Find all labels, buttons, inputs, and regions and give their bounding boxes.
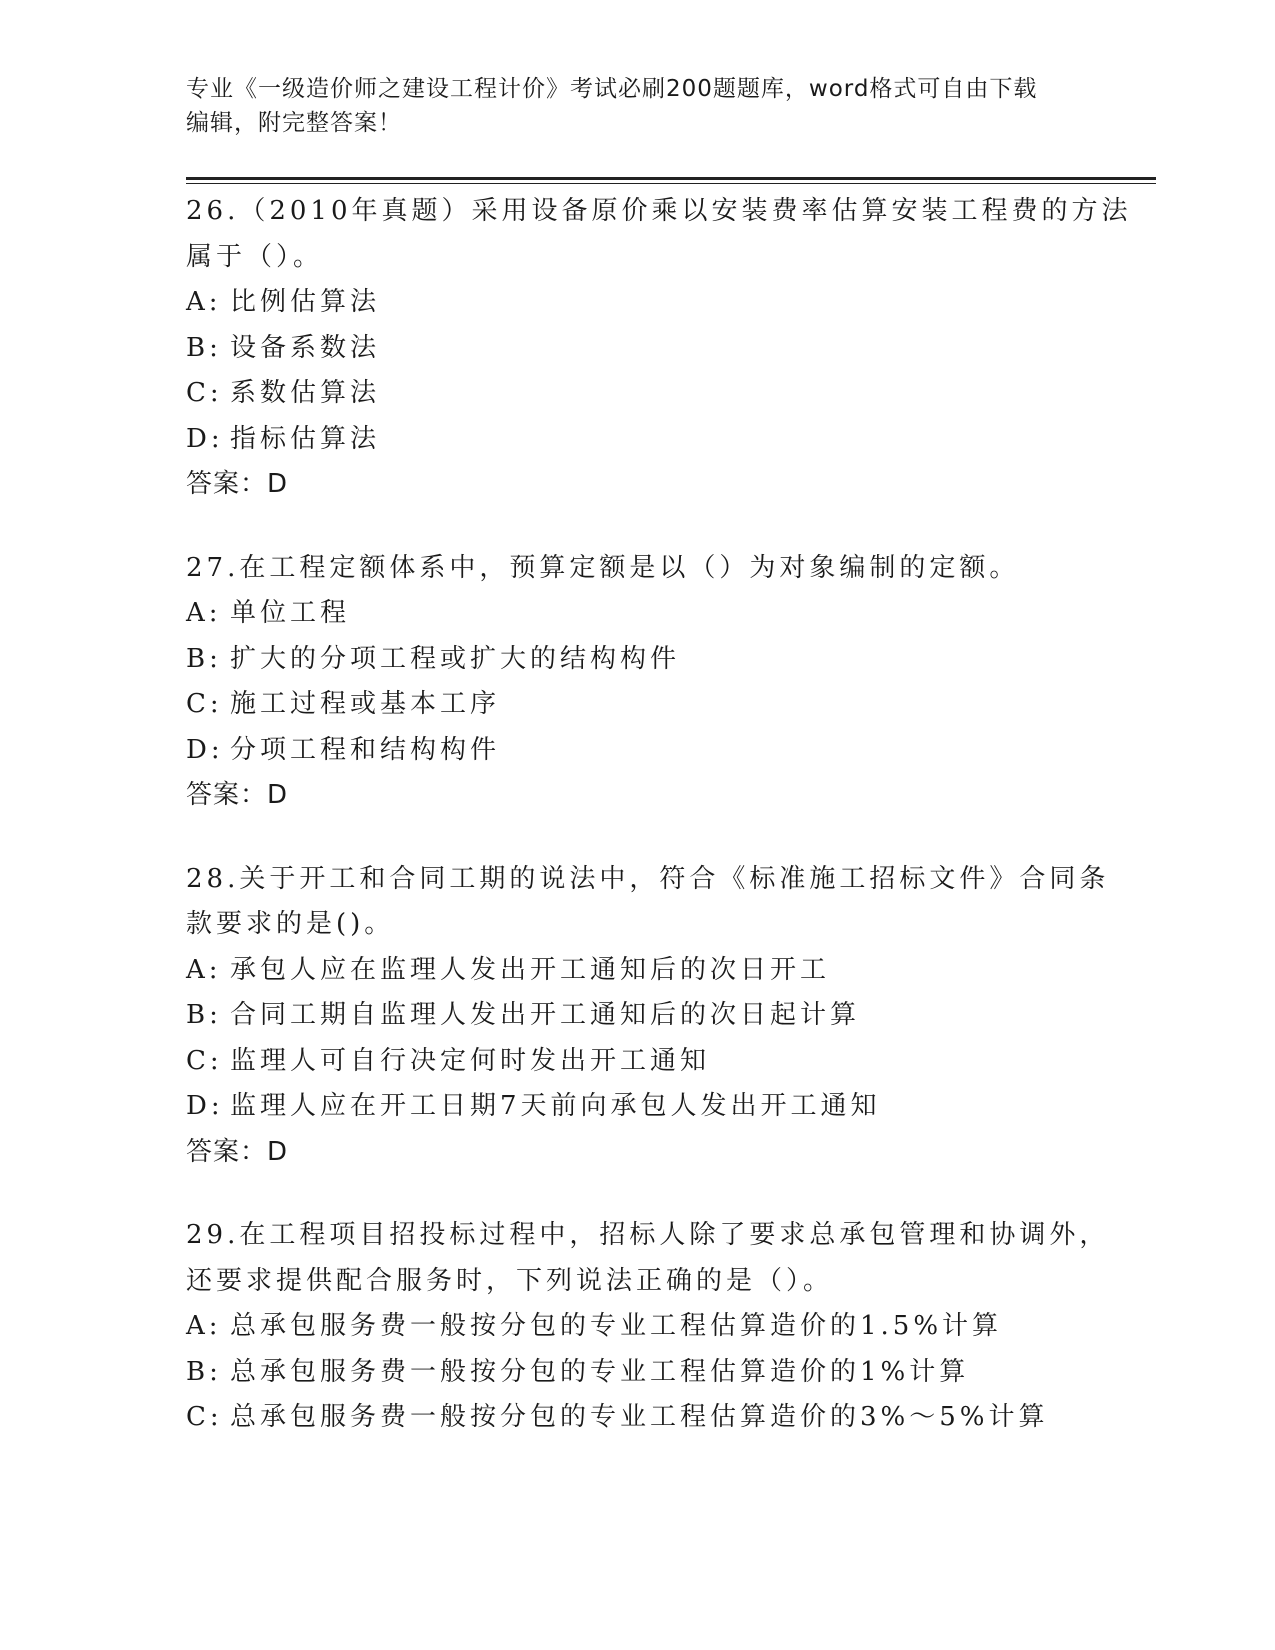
option-text: 系数估算法 [230, 378, 381, 408]
option-text: 分项工程和结构构件 [230, 734, 501, 765]
option-key: D: [186, 1091, 224, 1121]
option-key: A: [186, 1311, 222, 1341]
option-key: C: [186, 1402, 223, 1432]
document-header [186, 72, 1086, 140]
option-text: 指标估算法 [230, 423, 381, 454]
question-stem: 29.在工程项目招投标过程中，招标人除了要求总承包管理和协调外， [186, 1220, 1110, 1250]
question-29 [186, 1213, 1156, 1441]
option-key: B: [186, 332, 222, 363]
option-c [186, 1395, 1156, 1441]
option-key: A: [186, 954, 222, 985]
option-text: 扩大的分项工程或扩大的结构构件 [230, 643, 681, 674]
option-key: A: [186, 598, 222, 628]
option-text: 设备系数法 [230, 332, 381, 363]
option-a [186, 280, 1156, 326]
question-stem-continued: 还要求提供配合服务时，下列说法正确的是（）。 [186, 1265, 834, 1296]
option-text: 总承包服务费一般按分包的专业工程估算造价的3%～5%计算 [230, 1402, 1049, 1432]
header-divider-thin [186, 183, 1156, 184]
question-stem: 28.关于开工和合同工期的说法中，符合《标准施工招标文件》合同条 [186, 863, 1110, 894]
option-d [186, 417, 1156, 463]
option-text: 承包人应在监理人发出开工通知后的次日开工 [230, 954, 831, 985]
option-d [186, 1084, 1156, 1130]
option-b [186, 1350, 1156, 1396]
option-text: 比例估算法 [230, 287, 381, 317]
header-line-2: 编辑，附完整答案！ [186, 110, 402, 136]
option-a [186, 591, 1156, 637]
header-line-1: 专业《一级造价师之建设工程计价》考试必刷200题题库，word格式可自由下载 [186, 76, 1038, 102]
question-stem-continued: 款要求的是()。 [186, 909, 395, 939]
answer-label: 答案：D [186, 1136, 289, 1167]
option-key: C: [186, 378, 223, 408]
option-text: 总承包服务费一般按分包的专业工程估算造价的1%计算 [230, 1356, 970, 1387]
question-stem-continued: 属于（）。 [186, 241, 324, 272]
option-key: C: [186, 1045, 223, 1076]
option-text: 总承包服务费一般按分包的专业工程估算造价的1.5%计算 [230, 1311, 1003, 1341]
header-divider-thick [186, 177, 1156, 180]
question-26 [186, 189, 1156, 508]
option-c [186, 371, 1156, 417]
option-a [186, 1304, 1156, 1350]
question-28 [186, 857, 1156, 1176]
option-text: 合同工期自监理人发出开工通知后的次日起计算 [230, 1000, 861, 1030]
question-27 [186, 546, 1156, 819]
answer-label: 答案：D [186, 780, 289, 810]
question-stem: 26.（2010年真题）采用设备原价乘以安装费率估算安装工程费的方法 [186, 196, 1132, 226]
option-text: 监理人可自行决定何时发出开工通知 [230, 1045, 711, 1076]
option-key: A: [186, 287, 222, 317]
option-text: 监理人应在开工日期7天前向承包人发出开工通知 [230, 1091, 881, 1121]
option-b [186, 326, 1156, 372]
option-key: D: [186, 423, 224, 454]
option-c [186, 1039, 1156, 1085]
option-a [186, 948, 1156, 994]
option-c [186, 682, 1156, 728]
option-b [186, 637, 1156, 683]
option-key: B: [186, 1000, 222, 1030]
option-b [186, 993, 1156, 1039]
option-key: C: [186, 689, 223, 719]
question-stem: 27.在工程定额体系中，预算定额是以（）为对象编制的定额。 [186, 552, 1020, 583]
question-list [186, 189, 1156, 1479]
option-key: B: [186, 1356, 222, 1387]
option-text: 施工过程或基本工序 [230, 689, 501, 719]
answer-label: 答案：D [186, 469, 289, 499]
option-text: 单位工程 [230, 598, 351, 628]
option-d [186, 728, 1156, 774]
option-key: B: [186, 643, 222, 674]
option-key: D: [186, 734, 224, 765]
